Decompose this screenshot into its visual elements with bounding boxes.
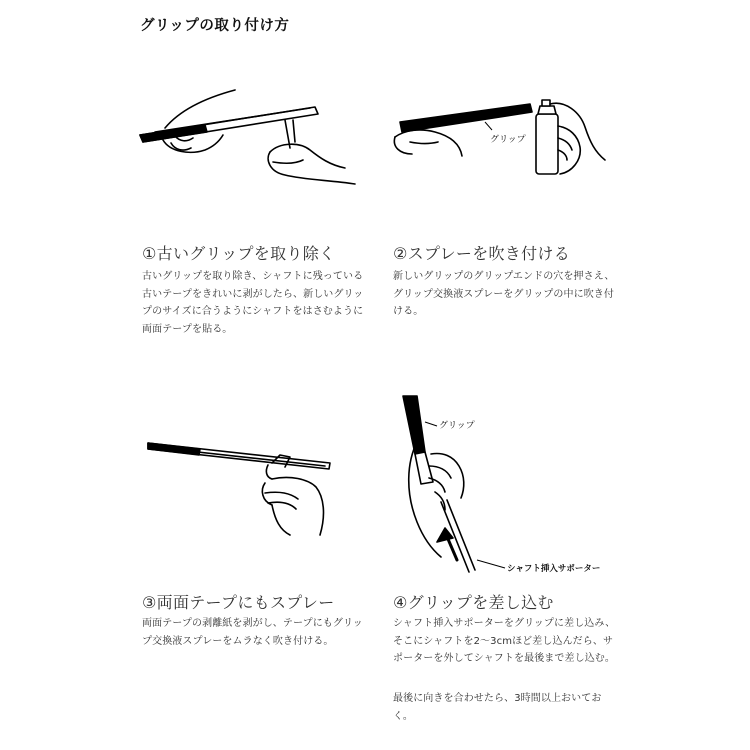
grip-label: グリップ xyxy=(490,135,526,145)
spray-into-grip-illustration xyxy=(390,92,610,192)
grip-label: グリップ xyxy=(439,421,475,431)
step-2-description: 新しいグリップのグリップエンドの穴を押さえ、グリップ交換液スプレーをグリップの中に吹き付ける。 xyxy=(393,271,615,317)
step-4-note: 最後に向きを合わせたら、3時間以上おいておく。 xyxy=(393,693,602,722)
step-1-heading: ①古いグリップを取り除く xyxy=(142,244,336,263)
step-4-description: シャフト挿入サポーターをグリップに差し込み、そこにシャフトを2〜3cmほど差し込んだら、サポーターを外してシャフトを最後まで差し込む。 xyxy=(393,618,616,664)
step-3-heading: ③両面テープにもスプレー xyxy=(142,593,335,612)
insert-shaft-illustration xyxy=(395,392,620,582)
hand-removing-grip-illustration xyxy=(135,80,365,200)
step-1-description: 古いグリップを取り除き、シャフトに残っている古いテープをきれいに剥がしたら、新しいグリップのサイズに合うようにシャフトをはさむように両面テープを貼る。 xyxy=(142,271,364,335)
page-title: グリップの取り付け方 xyxy=(140,18,290,34)
step-3-description: 両面テープの剥離紙を剥がし、テープにもグリップ交換液スプレーをムラなく吹き付ける。 xyxy=(142,618,363,647)
spray-on-tape-illustration xyxy=(140,435,340,545)
step-2-heading: ②スプレーを吹き付ける xyxy=(393,244,571,263)
step-4-heading: ④グリップを差し込む xyxy=(393,593,554,612)
supporter-label: シャフト挿入サポーター xyxy=(507,564,601,574)
